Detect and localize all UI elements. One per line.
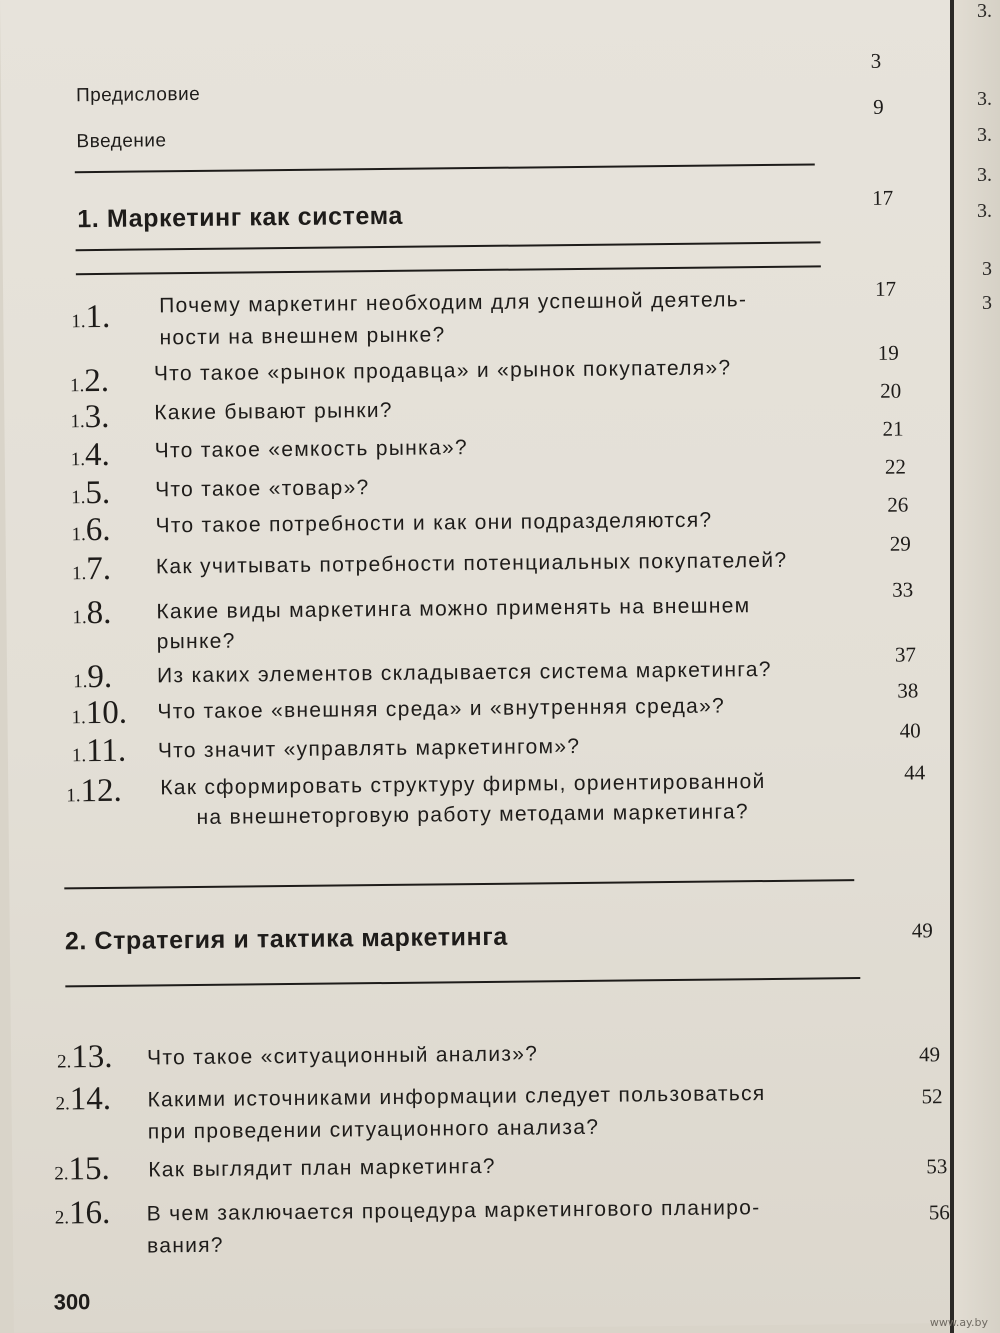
toc-entry-title: Что такое потребности и как они подразделяются? [155, 508, 713, 538]
toc-entry-page: 20 [880, 378, 902, 403]
toc-entry-page: 29 [889, 531, 911, 556]
toc-entry-page: 53 [926, 1154, 948, 1179]
chapter-title: 1. Маркетинг как система [77, 201, 404, 234]
toc-entry-number: 1.10. [71, 694, 128, 732]
toc-entry-title: Что такое «внешняя среда» и «внутренняя среда»? [157, 694, 726, 724]
toc-entry-title: Какие бывают рынки? [154, 398, 393, 425]
divider-rule [64, 879, 854, 889]
toc-entry-number: 1.6. [71, 511, 111, 549]
toc-entry-number: 1.4. [70, 436, 110, 474]
adjacent-page-fragment: 3 [982, 258, 992, 280]
toc-entry-page: 38 [897, 678, 919, 703]
toc-entry-title: Из каких элементов складывается система маркетинга? [156, 657, 772, 688]
adjacent-page-edge [950, 0, 1000, 1333]
toc-entry-page: 56 [928, 1200, 950, 1225]
toc-entry-title-cont: вания? [146, 1233, 224, 1258]
chapter-title: 2. Стратегия и тактика маркетинга [64, 922, 508, 956]
toc-entry-title: Какими источниками информации следует пользоваться [147, 1082, 766, 1112]
toc-entry-page: 49 [918, 1042, 941, 1067]
toc-entry-title: В чем заключается процедура маркетингового планиро- [146, 1196, 761, 1226]
toc-entry-title: Что такое «товар»? [155, 476, 370, 502]
front-matter-page: 3 [870, 48, 882, 73]
toc-entry-page: 33 [892, 577, 914, 602]
toc-entry-page: 17 [874, 276, 897, 301]
toc-entry-number: 1.1. [71, 298, 111, 336]
toc-entry-number: 1.11. [71, 732, 127, 770]
toc-entry-page: 21 [882, 416, 904, 441]
adjacent-page-fragment: 3. [977, 164, 992, 186]
toc-entry-page: 52 [921, 1084, 943, 1109]
toc-entry-title: Как учитывать потребности потенциальных покупателей? [155, 548, 788, 579]
toc-entry-number: 2.15. [54, 1150, 110, 1188]
chapter-page: 49 [911, 918, 933, 943]
toc-entry-page: 22 [884, 454, 907, 479]
toc-entry-number: 2.16. [54, 1194, 111, 1232]
toc-entry-page: 37 [894, 642, 917, 667]
toc-entry-number: 1.7. [71, 550, 112, 588]
adjacent-page-fragment: 3. [977, 88, 992, 110]
toc-entry-page: 26 [887, 492, 909, 517]
toc-entry-number: 1.5. [71, 474, 111, 512]
toc-entry-title: Что значит «управлять маркетингом»? [157, 734, 581, 763]
front-matter-page: 9 [873, 94, 884, 119]
adjacent-page-fragment: 3. [977, 124, 992, 146]
toc-entry-title: Как сформировать структуру фирмы, ориентированной [160, 770, 766, 800]
toc-entry-page: 40 [899, 718, 921, 743]
adjacent-page-fragment: 3 [982, 292, 992, 314]
toc-entry-title: Что такое «ситуационный анализ»? [146, 1042, 539, 1070]
toc-entry-number: 2.13. [57, 1038, 113, 1076]
watermark: www.ay.by [929, 1316, 988, 1329]
toc-entry-title: Что такое «емкость рынка»? [154, 436, 469, 463]
toc-entry-number: 1.12. [66, 772, 122, 810]
toc-entry-number: 1.3. [70, 398, 110, 436]
divider-rule [76, 241, 821, 251]
toc-entry-page: 19 [877, 340, 899, 365]
chapter-page: 17 [871, 185, 894, 210]
divider-rule [65, 977, 860, 987]
front-matter-label: Введение [76, 130, 167, 153]
adjacent-page-fragment: 3. [977, 0, 992, 22]
toc-entry-title: Почему маркетинг необходим для успешной деятель- [159, 288, 748, 318]
toc-entry-number: 2.14. [55, 1080, 112, 1118]
toc-entry-title: Какие виды маркетинга можно применять на внешнем [156, 594, 751, 624]
toc-entry-title-cont: рынке? [156, 629, 236, 654]
toc-entry-title-cont: на внешнеторговую работу методами маркетинга? [196, 800, 749, 829]
toc-entry-title-cont: при проведении ситуационного анализа? [147, 1115, 600, 1144]
adjacent-page-fragment: 3. [977, 200, 992, 222]
toc-entry-title-cont: ности на внешнем рынке? [159, 323, 446, 350]
page-folio: 300 [53, 1289, 91, 1315]
toc-entry-number: 1.2. [69, 362, 110, 400]
front-matter-label: Предисловие [75, 83, 201, 107]
divider-rule [75, 163, 815, 173]
toc-entry-number: 1.8. [72, 594, 112, 632]
toc-entry-title: Как выглядит план маркетинга? [148, 1154, 496, 1182]
toc-entry-title: Что такое «рынок продавца» и «рынок покупателя»? [153, 356, 732, 386]
toc-entry-number: 1.9. [73, 658, 113, 696]
toc-entry-page: 44 [904, 760, 926, 785]
divider-rule [76, 265, 821, 275]
